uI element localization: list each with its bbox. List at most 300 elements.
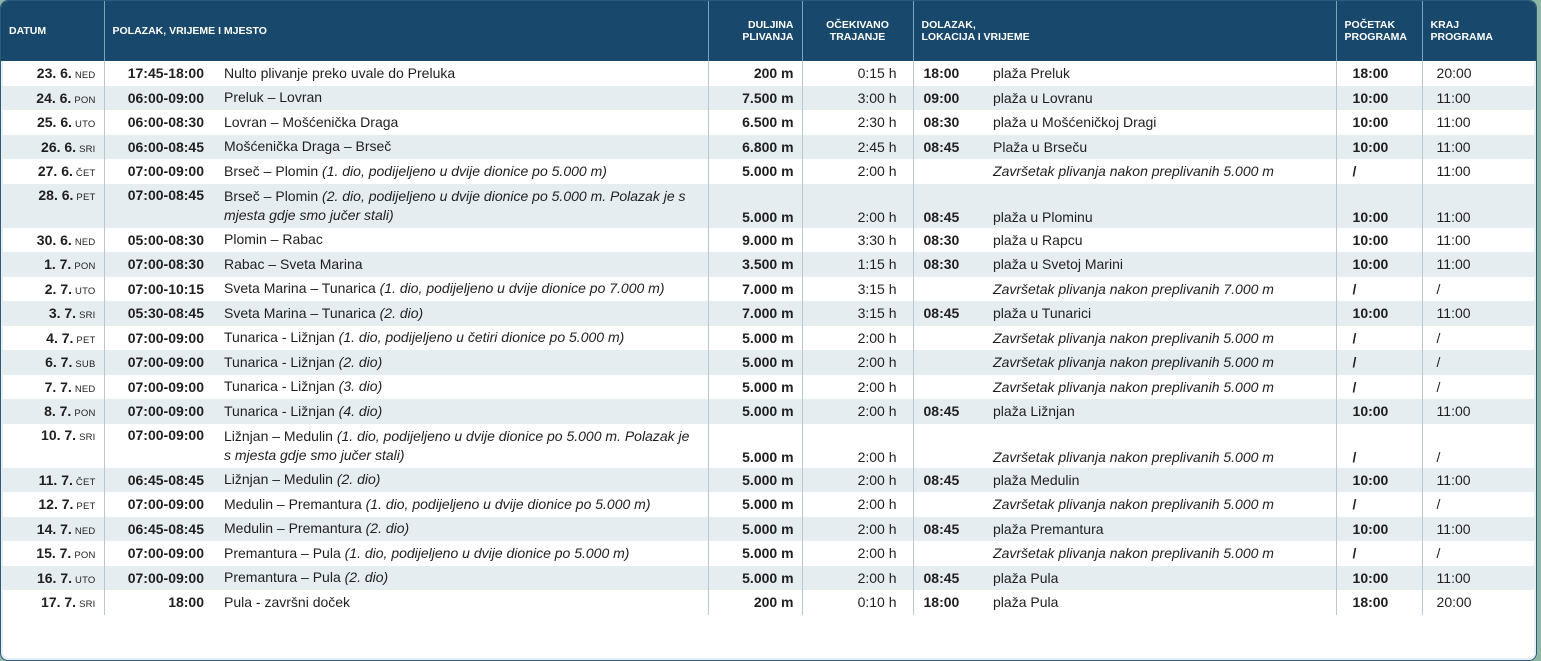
arrival-time: 18:00 [923, 65, 960, 82]
program-start-cell [1336, 492, 1422, 517]
departure-time: 07:00-08:45 [127, 186, 204, 203]
table-row [1, 301, 1536, 326]
length-cell [708, 135, 802, 160]
arrival-location: plaža Premantura [993, 520, 1104, 537]
date-cell [1, 590, 104, 615]
program-start: 10:00 [1352, 256, 1389, 273]
table-row [1, 184, 1536, 228]
program-end-cell [1422, 301, 1536, 326]
departure-time-cell [104, 252, 214, 277]
table-row [1, 159, 1536, 184]
departure-time-cell [104, 159, 214, 184]
header-duljina-line2: PLIVANJA [742, 31, 794, 43]
duration-cell [802, 252, 913, 277]
length-cell [708, 277, 802, 302]
program-end-cell [1422, 61, 1536, 86]
arrival-time-cell [913, 541, 985, 566]
length-cell [708, 492, 802, 517]
program-start-cell [1336, 468, 1422, 493]
program-start-cell [1336, 350, 1422, 375]
expected-duration: 2:30 h [857, 114, 897, 131]
arrival-time-cell [913, 326, 985, 351]
duration-cell [802, 541, 913, 566]
arrival-time: 08:45 [923, 138, 960, 155]
header-pocetak [1336, 1, 1422, 61]
arrival-location: Završetak plivanja nakon preplivanih 5.000 m [993, 545, 1274, 562]
length-cell [708, 399, 802, 424]
departure-time-cell [104, 184, 214, 228]
route-cell [214, 228, 708, 253]
header-duljina-line1: DULJINA [748, 19, 794, 31]
route-name: Tunarica - Ližnjan [224, 378, 339, 395]
table-row [1, 566, 1536, 591]
table-row [1, 350, 1536, 375]
program-start-cell [1336, 86, 1422, 111]
arrival-location-cell [985, 399, 1336, 424]
swim-length: 7.000 m [742, 280, 794, 297]
weekday-label: SRI [79, 143, 96, 155]
header-trajanje [802, 1, 913, 61]
header-dolazak-line1: DOLAZAK, [921, 19, 976, 31]
program-start: / [1352, 448, 1357, 465]
swim-length: 200 m [753, 65, 794, 82]
program-end-cell [1422, 277, 1536, 302]
weekday-label: PON [74, 408, 96, 420]
program-end: 11:00 [1436, 208, 1471, 225]
departure-time-cell [104, 301, 214, 326]
arrival-location: plaža u Tunarici [993, 305, 1092, 322]
arrival-location: Završetak plivanja nakon preplivanih 5.000 m [993, 378, 1274, 395]
program-end-cell [1422, 252, 1536, 277]
arrival-location: plaža u Rapcu [993, 231, 1083, 248]
weekday-label: UTO [75, 119, 96, 131]
arrival-location: Završetak plivanja nakon preplivanih 5.000 m [993, 496, 1274, 513]
route-note: (2. dio) [336, 471, 381, 488]
program-start: 10:00 [1352, 471, 1389, 488]
arrival-time-cell [913, 350, 985, 375]
route-name: Mošćenička Draga – Brseč [224, 138, 392, 155]
arrival-location-cell [985, 517, 1336, 542]
departure-time-cell [104, 350, 214, 375]
program-end: / [1436, 496, 1441, 513]
duration-cell [802, 159, 913, 184]
program-start: / [1352, 545, 1357, 562]
arrival-time-cell [913, 399, 985, 424]
date-cell [1, 375, 104, 400]
length-cell [708, 159, 802, 184]
length-cell [708, 184, 802, 228]
arrival-location: plaža Medulin [993, 471, 1080, 488]
route-name: Lovran – Mošćenička Draga [224, 113, 399, 130]
date-value: 4. 7. [46, 329, 74, 346]
program-end: 11:00 [1436, 403, 1471, 420]
swim-length: 6.800 m [742, 138, 794, 155]
table-row [1, 277, 1536, 302]
departure-time: 06:00-08:45 [127, 138, 204, 155]
table-row [1, 399, 1536, 424]
route-name: Medulin – Premantura [224, 520, 366, 537]
table-row [1, 590, 1536, 615]
weekday-label: PON [74, 550, 96, 562]
arrival-location-cell [985, 566, 1336, 591]
swim-length: 5.000 m [742, 496, 794, 513]
departure-time: 06:45-08:45 [127, 471, 204, 488]
departure-time: 17:45-18:00 [127, 65, 204, 82]
route-name: Brseč – Plomin [224, 162, 323, 179]
departure-time: 07:00-09:00 [127, 329, 204, 346]
length-cell [708, 61, 802, 86]
route-cell [214, 326, 708, 351]
length-cell [708, 541, 802, 566]
arrival-location: Završetak plivanja nakon preplivanih 5.000 m [993, 329, 1274, 346]
table-row [1, 468, 1536, 493]
arrival-location-cell [985, 110, 1336, 135]
date-value: 28. 6. [38, 186, 74, 203]
length-cell [708, 590, 802, 615]
date-cell [1, 326, 104, 351]
program-end: 11:00 [1436, 231, 1471, 248]
program-start-cell [1336, 590, 1422, 615]
expected-duration: 3:30 h [857, 231, 897, 248]
program-start: / [1352, 163, 1357, 180]
arrival-time: 08:45 [923, 208, 960, 225]
arrival-location: Plaža u Brseču [993, 138, 1088, 155]
arrival-location-cell [985, 326, 1336, 351]
table-row [1, 492, 1536, 517]
program-start: 10:00 [1352, 89, 1389, 106]
program-start: 10:00 [1352, 138, 1389, 155]
route-note: (2. dio, podijeljeno u dvije dionice po 5.000 m. Polazak je s mjesta gdje smo jučer stali) [224, 187, 686, 223]
program-start-cell [1336, 301, 1422, 326]
length-cell [708, 566, 802, 591]
date-value: 26. 6. [41, 138, 77, 155]
departure-time: 18:00 [168, 594, 204, 611]
program-end-cell [1422, 566, 1536, 591]
weekday-label: PET [76, 501, 96, 513]
arrival-time-cell [913, 184, 985, 228]
route-note: (1. dio, podijeljeno u četiri dionice po 5.000 m) [338, 329, 625, 346]
weekday-label: SUB [75, 359, 96, 371]
departure-time-cell [104, 61, 214, 86]
program-end: / [1436, 280, 1441, 297]
expected-duration: 2:45 h [857, 138, 897, 155]
swim-length: 5.000 m [742, 378, 794, 395]
date-cell [1, 566, 104, 591]
arrival-time-cell [913, 468, 985, 493]
table-row [1, 61, 1536, 86]
program-start-cell [1336, 252, 1422, 277]
weekday-label: NED [74, 236, 96, 248]
program-start: 10:00 [1352, 520, 1389, 537]
program-end: 11:00 [1436, 471, 1471, 488]
program-end-cell [1422, 517, 1536, 542]
table-row [1, 517, 1536, 542]
departure-time: 07:00-09:00 [127, 163, 204, 180]
expected-duration: 3:15 h [857, 305, 897, 322]
table-header-row [1, 1, 1536, 61]
length-cell [708, 350, 802, 375]
duration-cell [802, 517, 913, 542]
date-cell [1, 110, 104, 135]
table-body [1, 61, 1536, 615]
arrival-time-cell [913, 252, 985, 277]
date-value: 1. 7. [44, 256, 72, 273]
date-cell [1, 61, 104, 86]
program-end-cell [1422, 110, 1536, 135]
date-value: 2. 7. [44, 280, 73, 297]
duration-cell [802, 135, 913, 160]
route-name: Preluk – Lovran [224, 89, 323, 106]
header-pocetak-line1: POČETAK [1344, 19, 1396, 31]
departure-time-cell [104, 110, 214, 135]
arrival-time-cell [913, 424, 985, 468]
duration-cell [802, 590, 913, 615]
route-cell [214, 252, 708, 277]
swim-length: 3.500 m [742, 256, 794, 273]
program-start: 18:00 [1352, 65, 1389, 82]
arrival-time-cell [913, 86, 985, 111]
departure-time-cell [104, 492, 214, 517]
header-kraj-line1: KRAJ [1430, 19, 1460, 31]
date-cell [1, 184, 104, 228]
program-end: 20:00 [1436, 594, 1472, 611]
length-cell [708, 424, 802, 468]
header-polazak [104, 1, 708, 61]
arrival-time: 08:45 [923, 305, 960, 322]
weekday-label: SRI [79, 310, 96, 322]
expected-duration: 2:00 h [857, 354, 897, 371]
route-cell [214, 350, 708, 375]
expected-duration: 2:00 h [857, 208, 897, 225]
route-name: Nulto plivanje preko uvale do Preluka [224, 64, 456, 81]
weekday-label: PON [74, 94, 96, 106]
route-cell [214, 590, 708, 615]
route-cell [214, 566, 708, 591]
date-value: 10. 7. [41, 426, 77, 443]
program-start-cell [1336, 277, 1422, 302]
route-note: (1. dio, podijeljeno u dvije dionice po 5.000 m) [365, 495, 651, 512]
route-cell [214, 424, 708, 468]
route-note: (2. dio) [379, 304, 424, 321]
expected-duration: 2:00 h [857, 329, 897, 346]
arrival-location: plaža u Plominu [993, 208, 1093, 225]
header-datum-label: DATUM [9, 25, 47, 37]
program-start: 10:00 [1352, 305, 1389, 322]
swim-length: 5.000 m [742, 403, 794, 420]
arrival-location-cell [985, 590, 1336, 615]
arrival-time: 08:30 [923, 231, 960, 248]
program-end: 11:00 [1436, 520, 1471, 537]
route-note: (2. dio) [338, 353, 383, 370]
header-trajanje-line2: TRAJANJE [829, 31, 886, 43]
length-cell [708, 228, 802, 253]
header-kraj [1422, 1, 1536, 61]
route-cell [214, 277, 708, 302]
arrival-time-cell [913, 135, 985, 160]
arrival-time-cell [913, 375, 985, 400]
header-datum [1, 1, 104, 61]
route-note: (4. dio) [338, 402, 383, 419]
length-cell [708, 375, 802, 400]
program-end-cell [1422, 228, 1536, 253]
departure-time: 07:00-09:00 [127, 426, 204, 443]
date-value: 16. 7. [36, 569, 73, 586]
program-start-cell [1336, 424, 1422, 468]
program-start-cell [1336, 159, 1422, 184]
route-name: Sveta Marina – Tunarica [224, 280, 380, 297]
weekday-label: UTO [75, 574, 96, 586]
duration-cell [802, 375, 913, 400]
swim-length: 5.000 m [742, 545, 794, 562]
swim-length: 5.000 m [742, 208, 794, 225]
program-start: 10:00 [1352, 231, 1389, 248]
route-name: Sveta Marina – Tunarica [224, 304, 380, 321]
weekday-label: ČET [75, 476, 96, 488]
date-cell [1, 424, 104, 468]
date-cell [1, 350, 104, 375]
program-end: / [1436, 354, 1441, 371]
departure-time-cell [104, 86, 214, 111]
duration-cell [802, 61, 913, 86]
arrival-location: Završetak plivanja nakon preplivanih 5.000 m [993, 163, 1274, 180]
arrival-time-cell [913, 159, 985, 184]
table-row [1, 86, 1536, 111]
arrival-location-cell [985, 375, 1336, 400]
route-cell [214, 301, 708, 326]
date-value: 23. 6. [36, 65, 72, 82]
program-start-cell [1336, 61, 1422, 86]
route-note: (2. dio) [365, 520, 410, 537]
weekday-label: NED [74, 70, 96, 82]
departure-time-cell [104, 590, 214, 615]
date-cell [1, 135, 104, 160]
departure-time-cell [104, 277, 214, 302]
departure-time: 07:00-09:00 [127, 354, 204, 371]
departure-time-cell [104, 375, 214, 400]
program-end-cell [1422, 424, 1536, 468]
swim-length: 5.000 m [742, 471, 794, 488]
arrival-location: plaža Preluk [993, 65, 1071, 82]
swim-length: 7.000 m [742, 305, 794, 322]
program-end: / [1436, 329, 1441, 346]
date-value: 17. 7. [41, 594, 77, 611]
date-value: 11. 7. [38, 471, 73, 488]
arrival-time-cell [913, 590, 985, 615]
arrival-location-cell [985, 350, 1336, 375]
length-cell [708, 517, 802, 542]
program-start-cell [1336, 517, 1422, 542]
duration-cell [802, 277, 913, 302]
swim-length: 200 m [753, 594, 794, 611]
program-end-cell [1422, 159, 1536, 184]
route-name: Premantura – Pula [224, 569, 345, 586]
arrival-location: plaža u Mošćeničkoj Dragi [993, 114, 1157, 131]
expected-duration: 2:00 h [857, 569, 897, 586]
date-cell [1, 277, 104, 302]
departure-time-cell [104, 326, 214, 351]
swim-length: 6.500 m [742, 114, 794, 131]
swim-length: 7.500 m [742, 89, 794, 106]
route-cell [214, 159, 708, 184]
program-end: 11:00 [1436, 569, 1471, 586]
program-end-cell [1422, 375, 1536, 400]
swim-length: 5.000 m [742, 329, 794, 346]
header-dolazak [913, 1, 1336, 61]
program-start: / [1352, 378, 1357, 395]
arrival-time: 08:45 [923, 569, 960, 586]
duration-cell [802, 566, 913, 591]
program-end: 11:00 [1436, 89, 1471, 106]
route-note: (2. dio) [344, 569, 389, 586]
program-start: / [1352, 280, 1357, 297]
arrival-location: Završetak plivanja nakon preplivanih 7.000 m [993, 280, 1274, 297]
route-name: Premantura – Pula [224, 544, 345, 561]
table-row [1, 424, 1536, 468]
arrival-location-cell [985, 135, 1336, 160]
departure-time-cell [104, 135, 214, 160]
weekday-label: ČET [75, 168, 96, 180]
duration-cell [802, 424, 913, 468]
program-start: 10:00 [1352, 208, 1389, 225]
program-start: / [1352, 354, 1357, 371]
route-name: Rabac – Sveta Marina [224, 255, 363, 272]
departure-time-cell [104, 541, 214, 566]
program-end-cell [1422, 590, 1536, 615]
expected-duration: 2:00 h [857, 520, 897, 537]
expected-duration: 3:00 h [857, 89, 897, 106]
route-note: (1. dio, podijeljeno u dvije dionice po 5.000 m. Polazak je s mjesta gdje smo jučer stali) [224, 427, 690, 463]
expected-duration: 2:00 h [857, 545, 897, 562]
departure-time: 07:00-09:00 [127, 496, 204, 513]
date-value: 7. 7. [44, 378, 72, 395]
expected-duration: 2:00 h [857, 496, 897, 513]
program-end: 11:00 [1436, 256, 1471, 273]
expected-duration: 2:00 h [857, 448, 897, 465]
arrival-location-cell [985, 424, 1336, 468]
route-name: Pula - završni doček [224, 593, 351, 610]
program-end: / [1436, 545, 1441, 562]
route-cell [214, 61, 708, 86]
arrival-location: plaža u Lovranu [993, 89, 1093, 106]
expected-duration: 0:10 h [857, 594, 897, 611]
date-cell [1, 252, 104, 277]
date-cell [1, 159, 104, 184]
departure-time: 05:30-08:45 [127, 305, 204, 322]
program-end: 11:00 [1436, 305, 1471, 322]
program-start-cell [1336, 375, 1422, 400]
program-start-cell [1336, 184, 1422, 228]
weekday-label: SRI [79, 431, 96, 443]
route-cell [214, 110, 708, 135]
route-name: Tunarica - Ližnjan [224, 402, 339, 419]
arrival-location-cell [985, 61, 1336, 86]
expected-duration: 2:00 h [857, 471, 897, 488]
route-note: (1. dio, podijeljeno u dvije dionice po 5.000 m) [322, 162, 607, 179]
date-value: 24. 6. [36, 89, 72, 106]
arrival-location-cell [985, 252, 1336, 277]
program-end-cell [1422, 468, 1536, 493]
date-cell [1, 541, 104, 566]
departure-time-cell [104, 468, 214, 493]
header-polazak-label: POLAZAK, VRIJEME I MJESTO [112, 25, 267, 37]
length-cell [708, 86, 802, 111]
table-row [1, 541, 1536, 566]
table-row [1, 110, 1536, 135]
schedule-table [1, 1, 1536, 615]
route-cell [214, 184, 708, 228]
departure-time: 05:00-08:30 [127, 231, 204, 248]
weekday-label: PET [76, 334, 96, 346]
